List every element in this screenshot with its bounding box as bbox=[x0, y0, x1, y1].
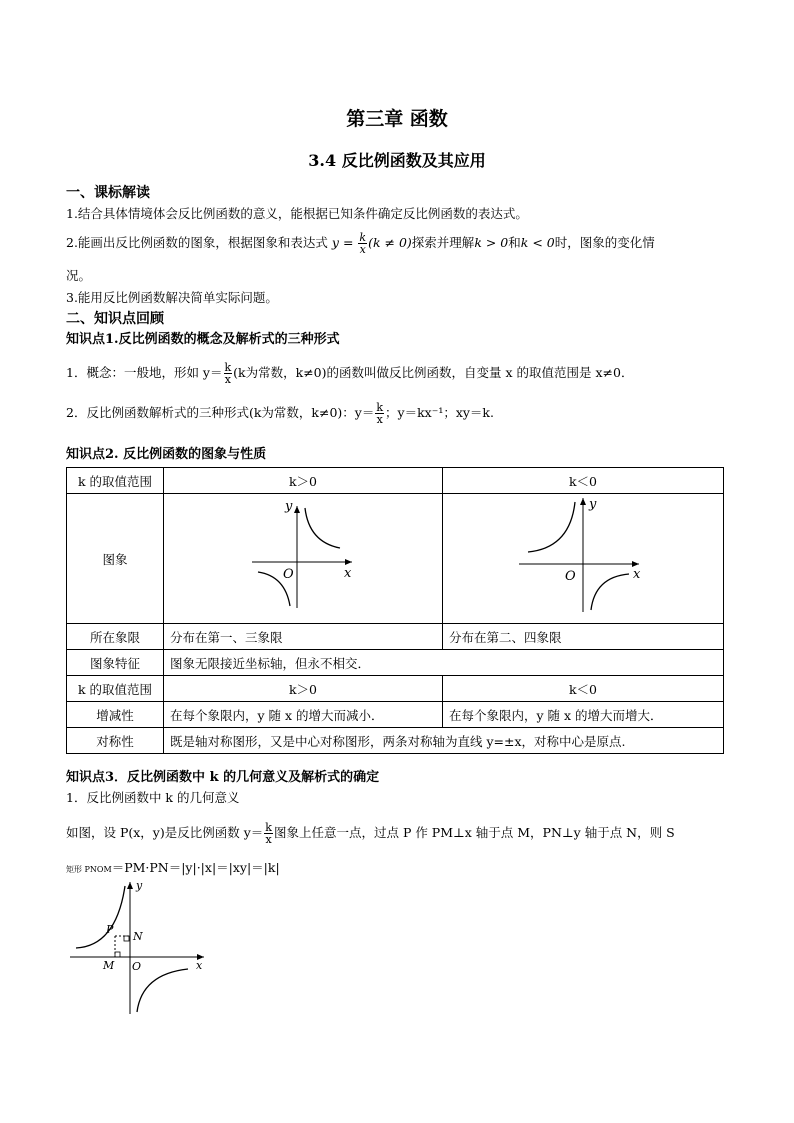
kp3-frac-den: x bbox=[265, 833, 272, 846]
kp1-line1 bbox=[66, 362, 633, 385]
table-cell: k＜0 bbox=[443, 676, 724, 702]
part1-item2 bbox=[66, 232, 655, 255]
item2-text-pre: 2.能画出反比例函数的图象，根据图象和表达式 bbox=[66, 235, 328, 250]
section-title: 3.4 反比例函数及其应用 bbox=[308, 151, 486, 170]
kp1-line1-den: x bbox=[224, 373, 231, 386]
item2-condition: (k ≠ 0) bbox=[368, 235, 412, 250]
table-cell: k 的取值范围 bbox=[67, 468, 164, 494]
kp1-line1-num: k bbox=[224, 361, 232, 374]
table-cell: 既是轴对称图形，又是中心对称图形，两条对称轴为直线 y=±x，对称中心是原点. bbox=[164, 728, 724, 754]
kp3-line-pre: 如图，设 P(x，y)是反比例函数 y＝ bbox=[66, 825, 264, 840]
figure-point-m-label: M bbox=[103, 959, 115, 972]
figure-point-n-label: N bbox=[133, 930, 143, 943]
part2-heading: 二、知识点回顾 bbox=[66, 311, 164, 327]
item2-and: 和 bbox=[508, 235, 521, 250]
table-cell: 分布在第一、三象限 bbox=[164, 624, 443, 650]
part1-item3: 3.能用反比例函数解决简单实际问题。 bbox=[66, 290, 278, 305]
graph-cell-k-negative bbox=[443, 494, 724, 624]
kp3-line bbox=[66, 822, 675, 845]
item2-frac-num: k bbox=[359, 231, 367, 244]
table-cell: k＜0 bbox=[443, 468, 724, 494]
item2-k-negative: k < 0 bbox=[520, 235, 555, 250]
item2-text-post: 时，图象的变化情 bbox=[554, 235, 655, 250]
kp3-line-post: 图象上任意一点，过点 P 作 PM⊥x 轴于点 M，PN⊥y 轴于点 N，则 S bbox=[273, 825, 675, 840]
figure-y-label: y bbox=[136, 879, 143, 892]
graph-x-label: x bbox=[344, 566, 352, 581]
table-cell: 在每个象限内，y 随 x 的增大而减小． bbox=[164, 702, 443, 728]
table-cell: 增减性 bbox=[67, 702, 164, 728]
item2-k-positive: k > 0 bbox=[474, 235, 509, 250]
kp3-fraction bbox=[264, 822, 273, 845]
kp1-line1-post: (k为常数，k≠0)的函数叫做反比例函数，自变量 x 的取值范围是 x≠0． bbox=[233, 365, 634, 380]
item2-frac-den: x bbox=[359, 243, 366, 256]
table-row bbox=[67, 702, 724, 728]
graph-origin-label: O bbox=[565, 569, 576, 584]
kp1-line2-post: ；y＝kx⁻¹；xy＝k. bbox=[385, 405, 494, 420]
part1-heading: 一、课标解读 bbox=[66, 185, 150, 201]
kp1-line2-pre: 2．反比例函数解析式的三种形式(k为常数，k≠0)：y＝ bbox=[66, 405, 375, 420]
table-cell: 图象无限接近坐标轴，但永不相交． bbox=[164, 650, 724, 676]
kp1-line2-den: x bbox=[376, 413, 383, 426]
kp3-heading: 知识点3．反比例函数中 k 的几何意义及解析式的确定 bbox=[66, 770, 380, 785]
kp1-line1-pre: 1．概念：一般地，形如 y＝ bbox=[66, 365, 223, 380]
table-row bbox=[67, 650, 724, 676]
part1-item1: 1.结合具体情境体会反比例函数的意义，能根据已知条件确定反比例函数的表达式。 bbox=[66, 206, 528, 221]
table-cell: 对称性 bbox=[67, 728, 164, 754]
table-cell: 在每个象限内，y 随 x 的增大而增大． bbox=[443, 702, 724, 728]
kp1-heading: 知识点1.反比例函数的概念及解析式的三种形式 bbox=[66, 332, 340, 347]
kp1-line2-fraction bbox=[375, 402, 384, 425]
kp1-line1-fraction bbox=[224, 362, 233, 385]
kp3-formula: ＝PM·PN＝|y|·|x|＝|xy|＝|k| bbox=[111, 860, 280, 875]
table-cell: k＞0 bbox=[164, 468, 443, 494]
figure-point-p-label: P bbox=[106, 923, 114, 936]
graph-y-label: y bbox=[589, 497, 597, 512]
table-cell: 所在象限 bbox=[67, 624, 164, 650]
kp1-line2 bbox=[66, 402, 494, 425]
graph-y-label: y bbox=[285, 499, 293, 514]
graph-k-positive bbox=[164, 494, 442, 620]
k-meaning-figure bbox=[66, 878, 216, 1020]
table-row bbox=[67, 468, 724, 494]
kp1-line2-num: k bbox=[376, 401, 384, 414]
figure-origin-label: O bbox=[132, 960, 142, 973]
item2-text-mid: 探索并理解 bbox=[411, 235, 475, 250]
kp3-sub1: 1．反比例函数中 k 的几何意义 bbox=[66, 790, 240, 805]
graph-x-label: x bbox=[633, 567, 641, 582]
item2-fraction bbox=[358, 232, 367, 255]
table-cell: 图象特征 bbox=[67, 650, 164, 676]
chapter-title: 第三章 函数 bbox=[346, 108, 448, 130]
kp3-area-formula bbox=[66, 858, 280, 876]
kp3-frac-num: k bbox=[265, 821, 272, 834]
table-cell: 图象 bbox=[67, 494, 164, 624]
kp3-subscript: 矩形 PNOM bbox=[66, 865, 112, 874]
graph-origin-label: O bbox=[283, 567, 294, 582]
table-row bbox=[67, 676, 724, 702]
table-row bbox=[67, 494, 724, 624]
graph-k-negative bbox=[443, 494, 723, 620]
item2-formula-lhs: y = bbox=[331, 235, 354, 250]
table-cell: 分布在第二、四象限 bbox=[443, 624, 724, 650]
kp2-heading: 知识点2. 反比例函数的图象与性质 bbox=[66, 447, 267, 462]
part1-item2-wrap: 况。 bbox=[66, 268, 92, 283]
figure-x-label: x bbox=[196, 959, 203, 972]
graph-cell-k-positive bbox=[164, 494, 443, 624]
properties-table bbox=[66, 467, 724, 754]
table-row bbox=[67, 624, 724, 650]
table-cell: k 的取值范围 bbox=[67, 676, 164, 702]
table-cell: k＞0 bbox=[164, 676, 443, 702]
table-row bbox=[67, 728, 724, 754]
